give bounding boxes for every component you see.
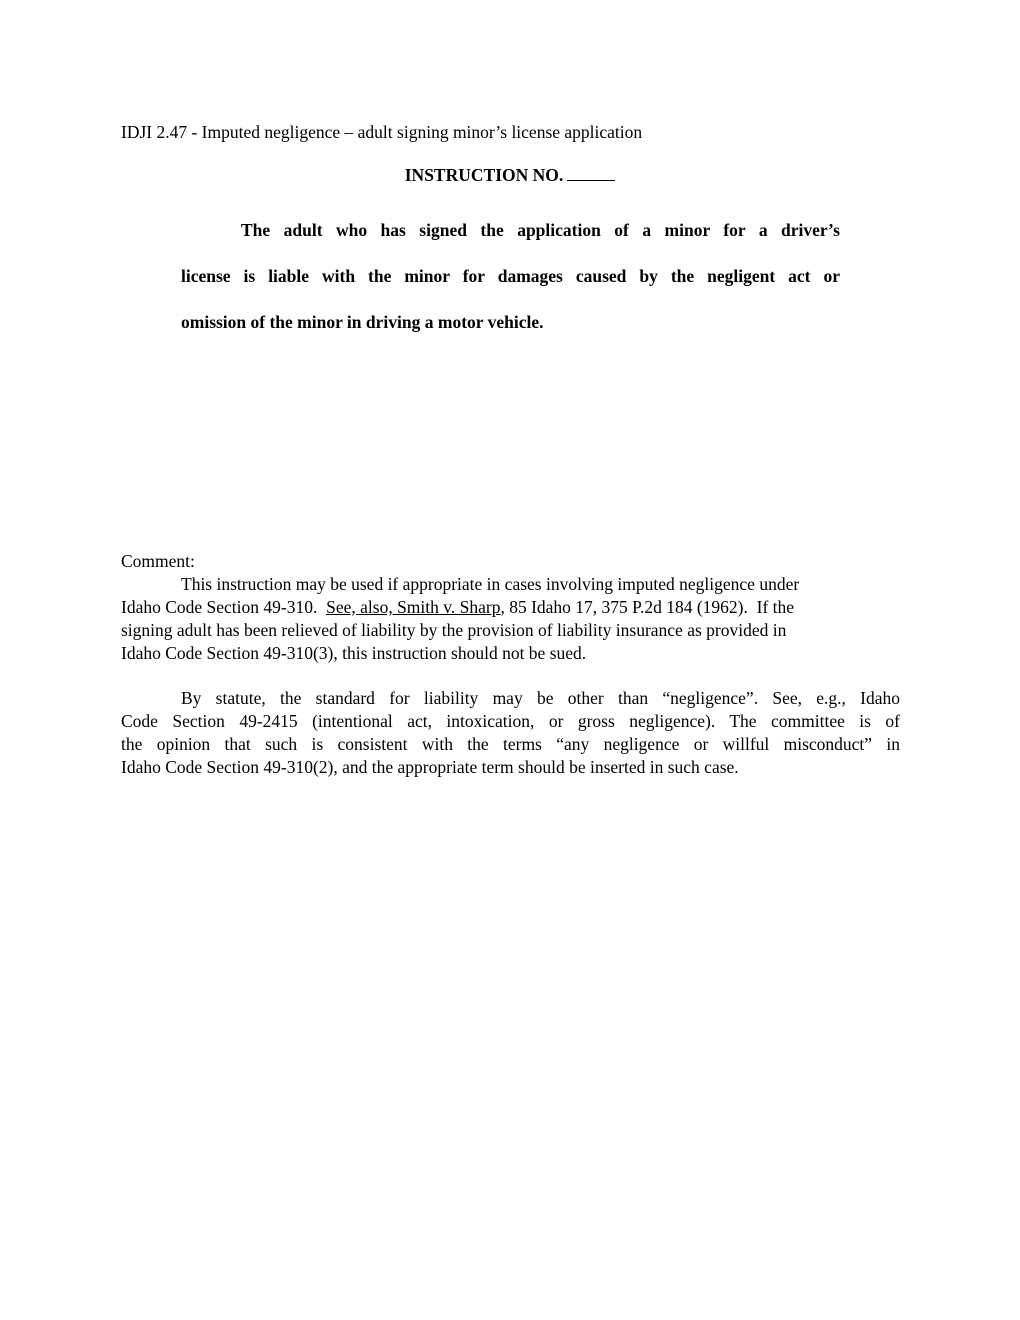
comment-line: Idaho Code Section 49-310(3), this instruction should not be sued. — [121, 643, 587, 663]
instruction-line: The adult who has signed the application of a minor for a driver’s — [241, 220, 840, 240]
document-heading: IDJI 2.47 - Imputed negligence – adult signing minor’s license application — [121, 122, 643, 142]
comment-line: This instruction may be used if appropriate in cases involving imputed negligence under — [181, 574, 800, 594]
instruction-line: license is liable with the minor for damages caused by the negligent act or — [181, 266, 840, 286]
comment-text: Idaho Code Section 49-310. — [121, 597, 327, 617]
comment-line: signing adult has been relieved of liability by the provision of liability insurance as provided in — [121, 620, 787, 640]
instruction-text — [181, 207, 840, 345]
comment-line — [121, 596, 901, 619]
instruction-number — [0, 164, 1020, 186]
comment-line: the opinion that such is consistent with the terms “any negligence or willful misconduct” in — [121, 734, 900, 754]
comment-text: , 85 Idaho 17, 375 P.2d 184 (1962). If the — [500, 597, 795, 617]
comment-label: Comment: — [121, 551, 195, 571]
comment-paragraph-2 — [121, 687, 900, 779]
comment-paragraph-1 — [121, 573, 901, 665]
comment-line: Idaho Code Section 49-310(2), and the appropriate term should be inserted in such case. — [121, 757, 739, 777]
comment-line: Code Section 49-2415 (intentional act, intoxication, or gross negligence). The committee is of — [121, 711, 900, 731]
instruction-label: INSTRUCTION NO. — [404, 165, 564, 185]
comment-line: By statute, the standard for liability may be other than “negligence”. See, e.g., Idaho — [181, 688, 900, 708]
instruction-number-blank — [567, 165, 615, 181]
instruction-line: omission of the minor in driving a motor vehicle. — [181, 312, 544, 332]
case-citation: See, also, Smith v. Sharp — [326, 597, 501, 617]
